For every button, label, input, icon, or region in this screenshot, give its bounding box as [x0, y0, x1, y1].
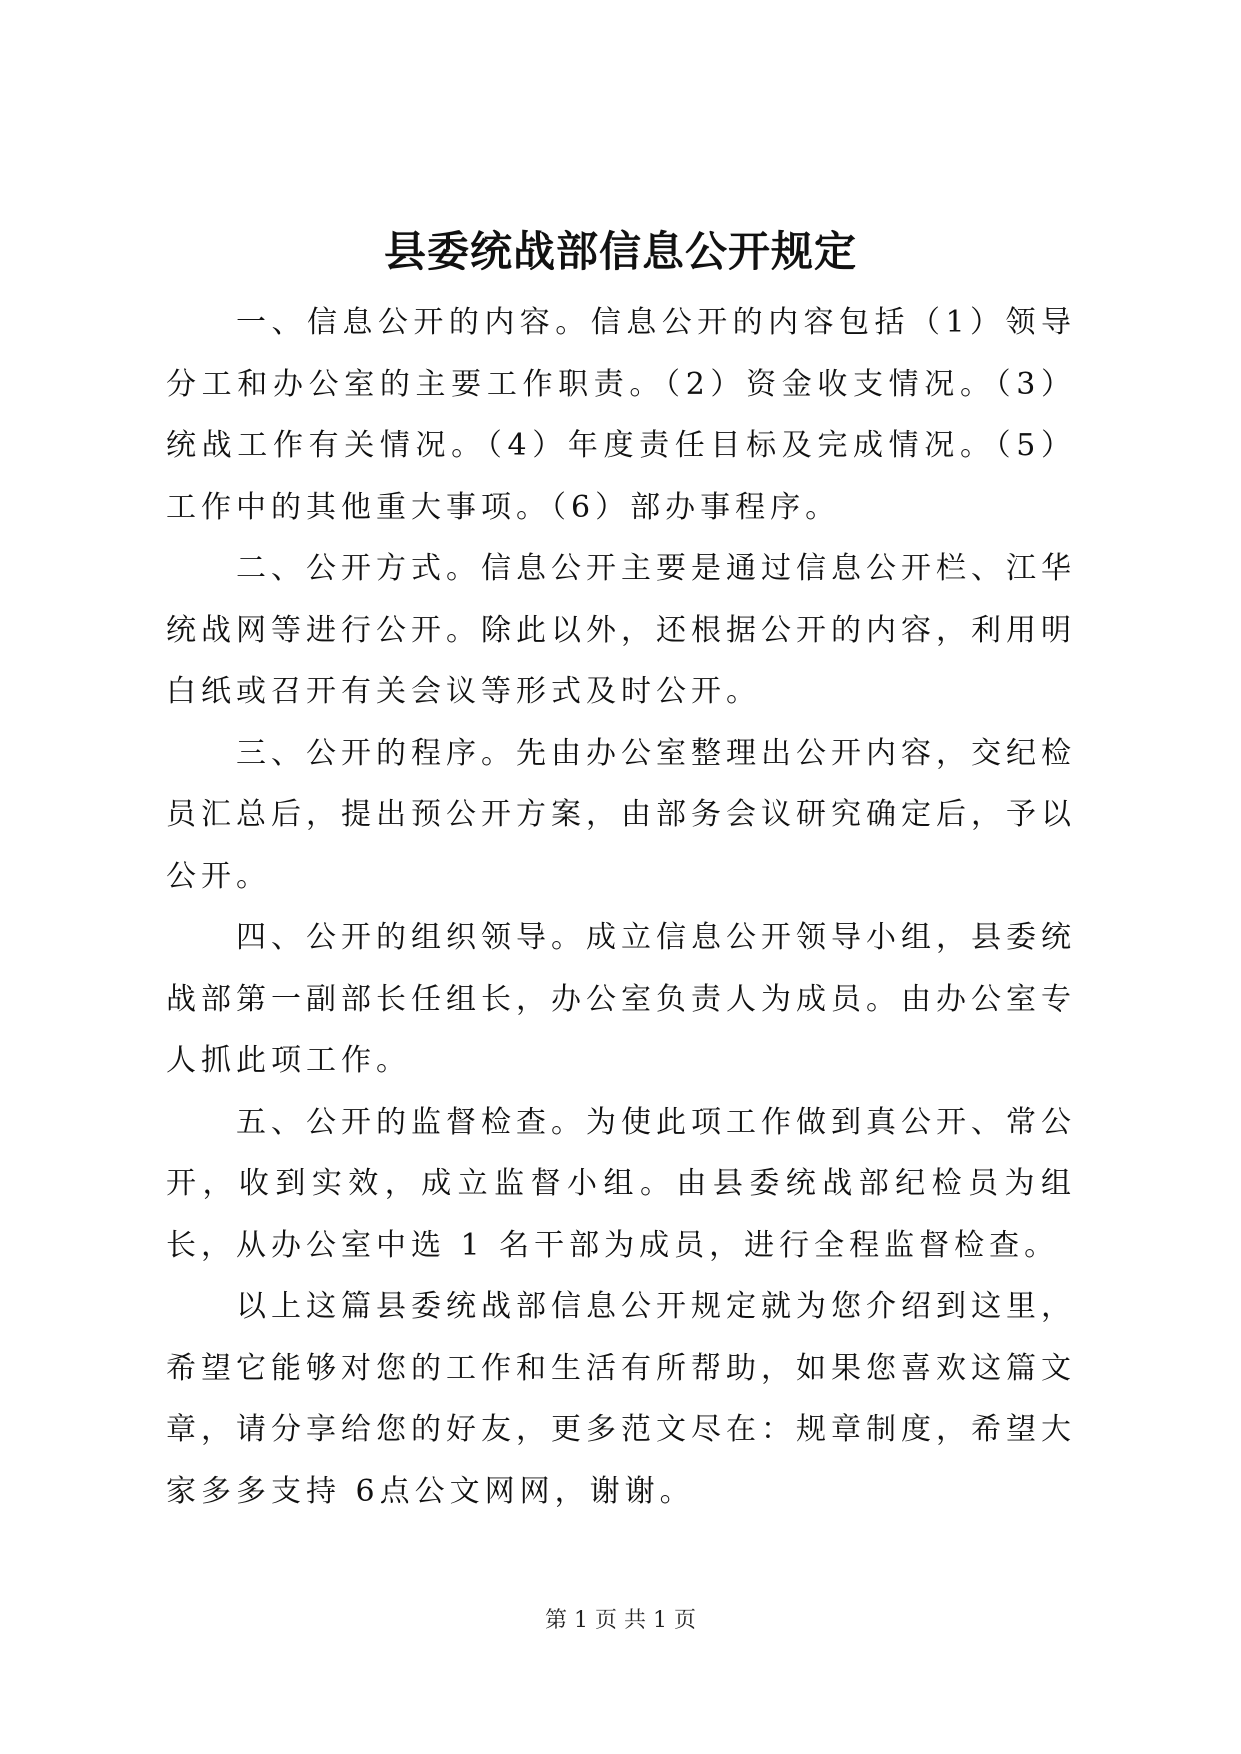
- page-number-footer: 第 1 页 共 1 页: [545, 1608, 696, 1633]
- paragraph-closing: 以上这篇县委统战部信息公开规定就为您介绍到这里，希望它能够对您的工作和生活有所帮助，如果您喜欢这篇文章，请分享给您的好友，更多范文尽在：规章制度，希望大家多多支持 6点公文网网，谢谢。: [166, 1289, 1076, 1509]
- paragraph-content: 一、信息公开的内容。信息公开的内容包括（1）领导分工和办公室的主要工作职责。（2）资金收支情况。（3）统战工作有关情况。（4）年度责任目标及完成情况。（5）工作中的其他重大事项。（6）部办事程序。: [166, 305, 1076, 525]
- paragraph-leadership: 四、公开的组织领导。成立信息公开领导小组，县委统战部第一副部长任组长，办公室负责人为成员。由办公室专人抓此项工作。: [166, 920, 1076, 1078]
- paragraph-supervision: 五、公开的监督检查。为使此项工作做到真公开、常公开，收到实效，成立监督小组。由县委统战部纪检员为组长，从办公室中选 1 名干部为成员，进行全程监督检查。: [166, 1104, 1076, 1263]
- paragraph-method: 二、公开方式。信息公开主要是通过信息公开栏、江华统战网等进行公开。除此以外，还根据公开的内容，利用明白纸或召开有关会议等形式及时公开。: [166, 551, 1076, 709]
- document-title: 县委统战部信息公开规定: [383, 227, 857, 276]
- paragraph-procedure: 三、公开的程序。先由办公室整理出公开内容，交纪检员汇总后，提出预公开方案，由部务会议研究确定后，予以公开。: [166, 735, 1076, 894]
- document-body: [166, 292, 1076, 1522]
